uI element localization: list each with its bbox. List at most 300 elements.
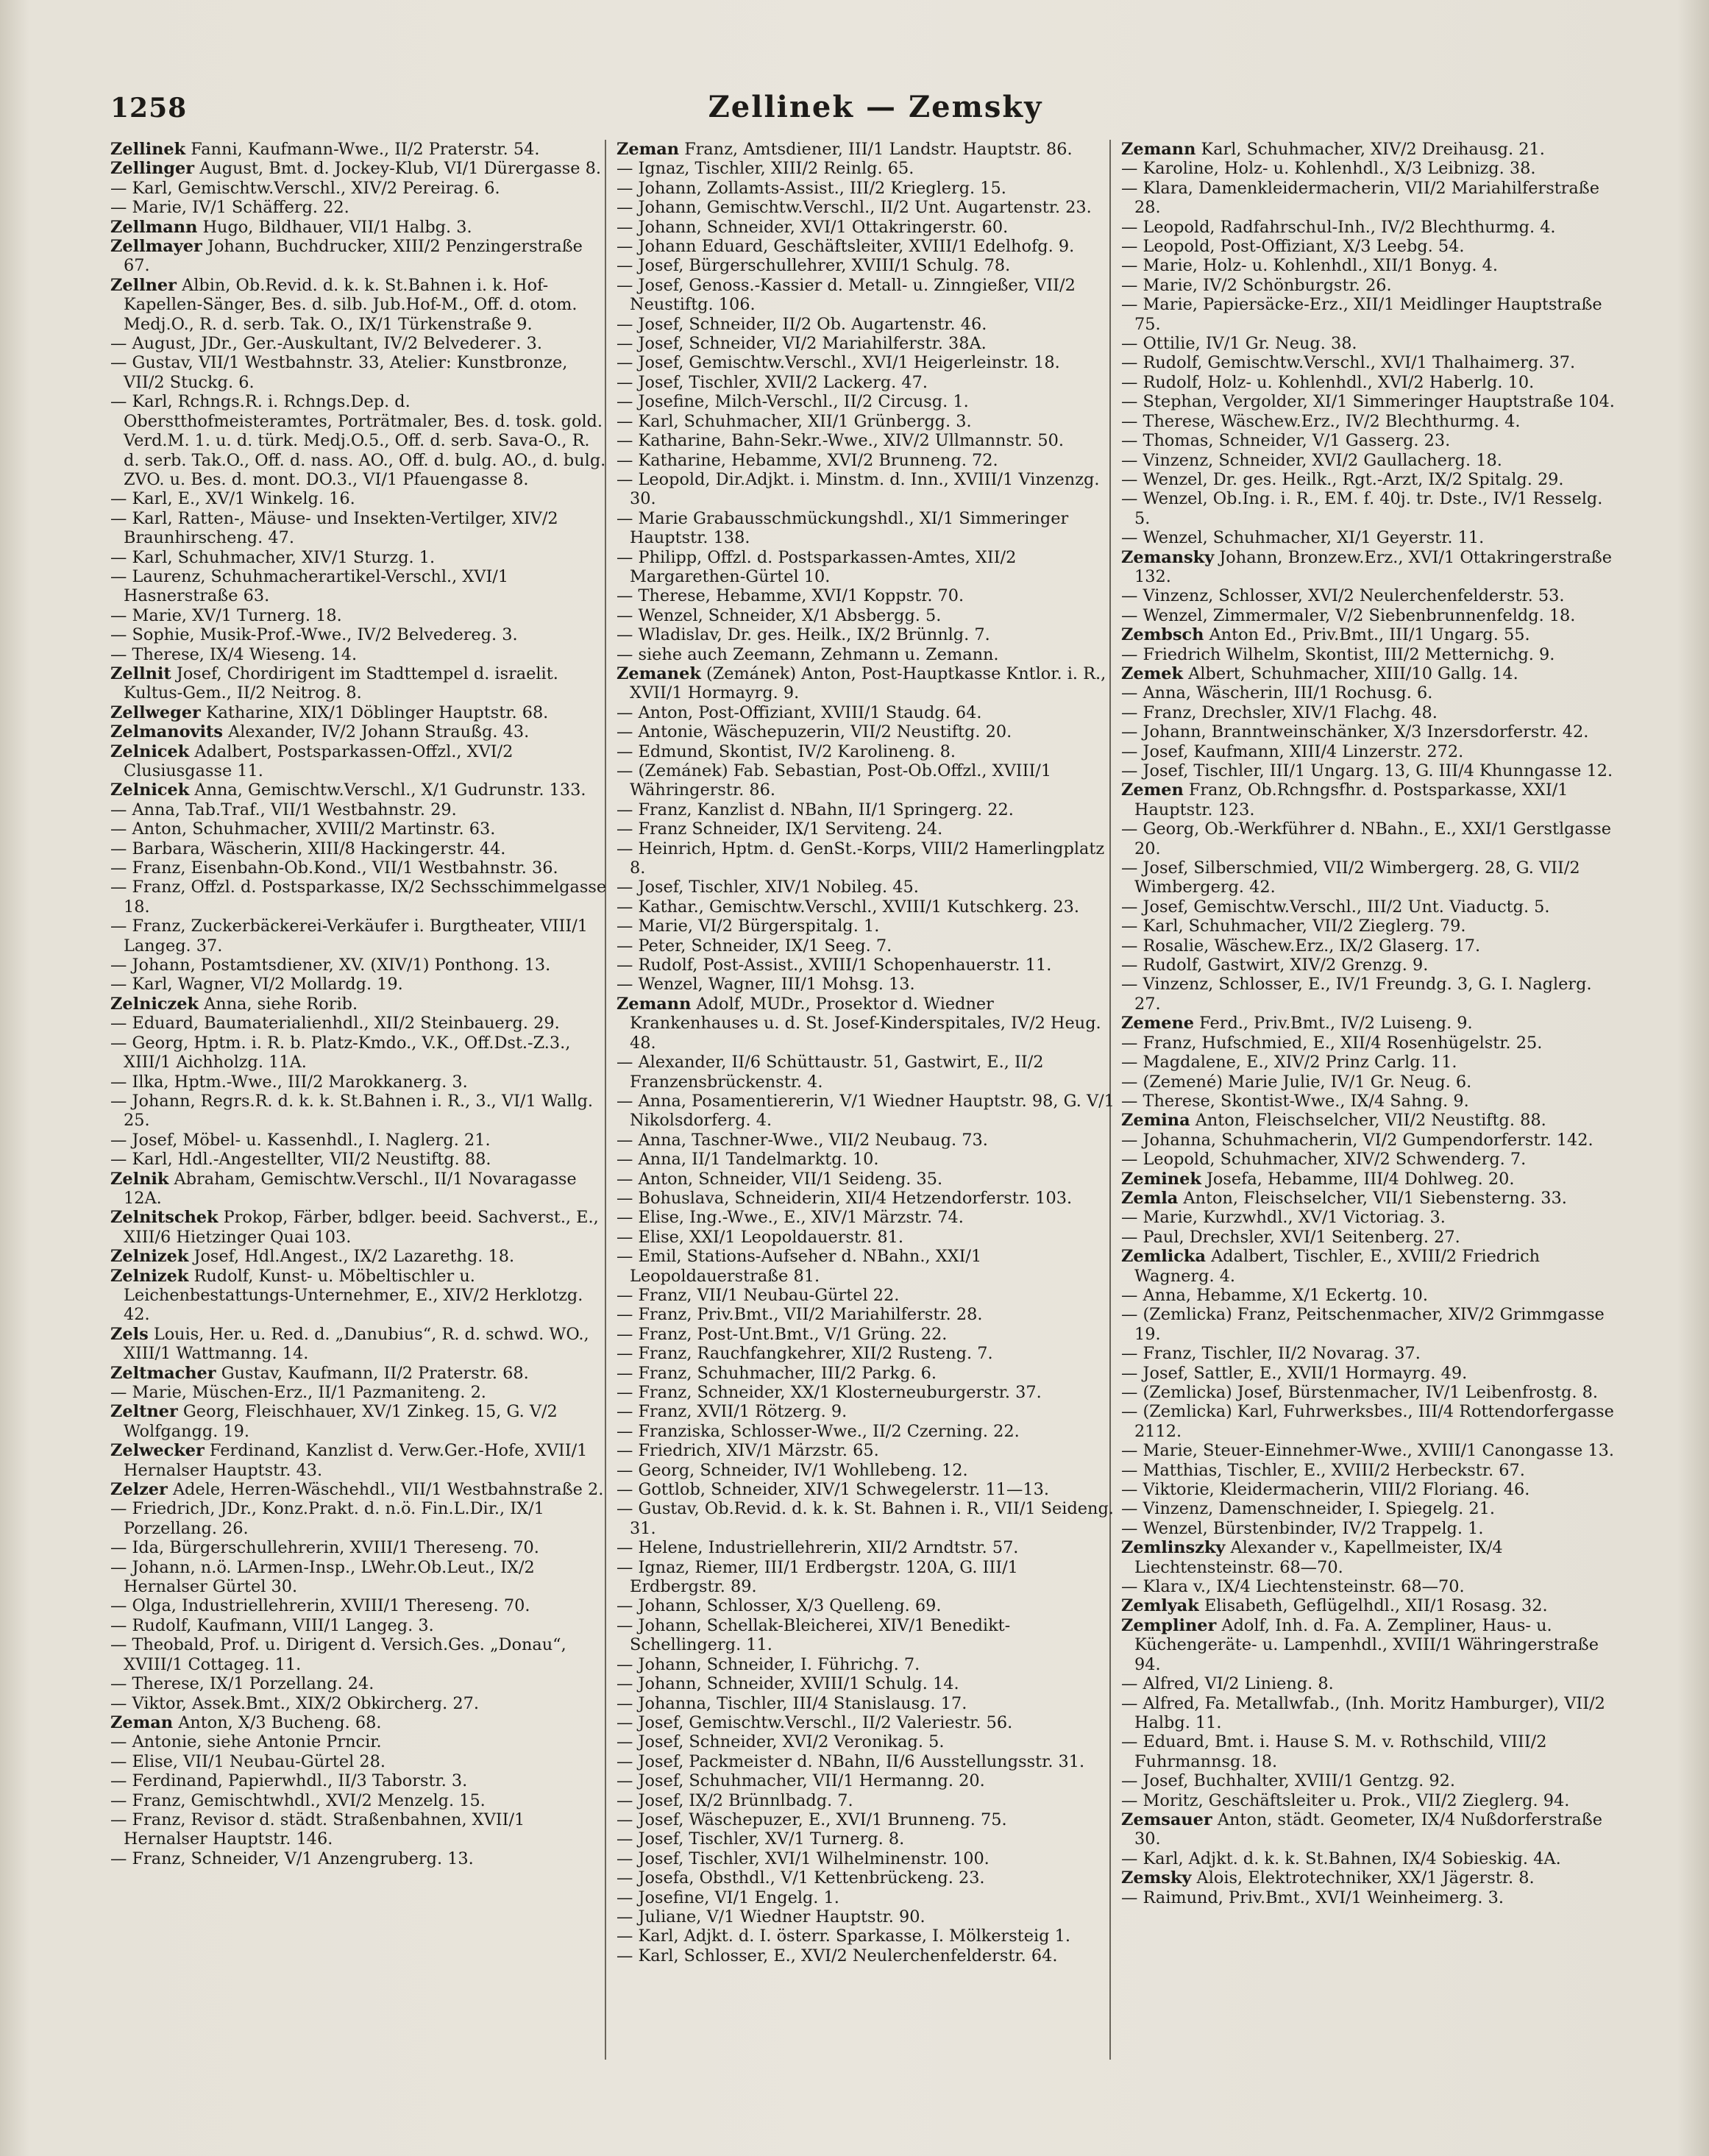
entry-text: — Marie, Müschen-Erz., II/1 Pazmaniteng. 2. — [110, 1383, 486, 1402]
directory-entry — [1121, 470, 1621, 489]
directory-entry — [617, 645, 1117, 664]
directory-entry — [1121, 334, 1621, 353]
directory-entry — [1121, 1208, 1621, 1227]
entry-text: Albin, Ob.Revid. d. k. k. St.Bahnen i. k. Hof-Kapellen-Sänger, Bes. d. silb. Jub.Hof-M., Off. d. otom. Medj.O., R. d. serb. Tak. O., IX/1 Türkenstraße 9. — [124, 275, 578, 334]
entry-headword: Zellweger — [110, 702, 201, 722]
entry-text: — Franz, XVII/1 Rötzerg. 9. — [617, 1402, 848, 1422]
entry-text: — Anna, Hebamme, X/1 Eckertg. 10. — [1121, 1285, 1428, 1305]
entry-text: Anton Ed., Priv.Bmt., III/1 Ungarg. 55. — [1204, 625, 1530, 645]
directory-entry — [617, 819, 1117, 839]
directory-entry — [110, 548, 611, 567]
entry-headword: Zemansky — [1121, 547, 1215, 567]
directory-entry — [617, 1810, 1117, 1829]
directory-entry — [1121, 353, 1621, 372]
directory-entry — [1121, 1286, 1621, 1305]
directory-entry — [1121, 1810, 1621, 1849]
entry-text: Franz, Amtsdiener, III/1 Landstr. Hauptstr. 86. — [679, 140, 1073, 159]
directory-entry — [110, 392, 611, 489]
directory-entry — [1121, 1461, 1621, 1480]
entry-text: — Rosalie, Wäschew.Erz., IX/2 Glaserg. 17. — [1121, 936, 1481, 956]
entry-text: Adele, Herren-Wäschehdl., VII/1 Westbahnstraße 2. — [167, 1480, 604, 1500]
entry-text: Adolf, MUDr., Prosektor d. Wiedner Krankenhauses u. d. St. Josef-Kinderspitales, IV/2 Heug. 48. — [630, 994, 1101, 1053]
directory-entry — [1121, 1364, 1621, 1383]
directory-entry — [617, 1655, 1117, 1674]
directory-entry — [617, 1461, 1117, 1480]
directory-entry — [617, 1325, 1117, 1344]
entry-text: — (Zemlicka) Franz, Peitschenmacher, XIV/2 Grimmgasse 19. — [1121, 1305, 1605, 1344]
directory-entry — [1121, 1170, 1621, 1189]
page-header — [110, 87, 1641, 131]
entry-text: — Karl, Schuhmacher, XIV/1 Sturzg. 1. — [110, 547, 436, 567]
directory-entry — [617, 1247, 1117, 1286]
directory-entry — [110, 1674, 611, 1693]
entry-text: Adalbert, Tischler, E., XVIII/2 Friedrich Wagnerg. 4. — [1134, 1247, 1541, 1286]
entry-text: — Marie, Steuer-Einnehmer-Wwe., XVIII/1 Canongasse 13. — [1121, 1441, 1614, 1461]
entry-text: — Franz, Gemischtwhdl., XVI/2 Menzelg. 15. — [110, 1790, 486, 1810]
entry-text: — Josefine, VI/1 Engelg. 1. — [617, 1888, 839, 1907]
entry-text: — Josef, Gemischtw.Verschl., XVI/1 Heigerleinstr. 18. — [617, 353, 1060, 373]
entry-text: — Therese, Skontist-Wwe., IX/4 Sahng. 9. — [1121, 1091, 1469, 1111]
directory-entry — [617, 451, 1117, 470]
entry-text: — Elise, VII/1 Neubau-Gürtel 28. — [110, 1751, 385, 1771]
directory-entry — [1121, 1092, 1621, 1111]
entry-headword: Zemanek — [617, 663, 701, 683]
entry-text: — Johann, Schlosser, X/3 Quelleng. 69. — [617, 1596, 942, 1616]
entry-text: — Laurenz, Schuhmacherartikel-Verschl., XVI/1 Hasnerstraße 63. — [110, 566, 509, 606]
entry-headword: Zellnit — [110, 663, 171, 683]
directory-entry — [110, 1364, 611, 1383]
directory-entry — [1121, 431, 1621, 450]
directory-entry — [1121, 683, 1621, 702]
entry-headword: Zelnicek — [110, 741, 190, 761]
directory-entry — [110, 819, 611, 839]
directory-entry — [617, 1305, 1117, 1324]
directory-entry — [617, 995, 1117, 1053]
entry-text: — Johann, Schellak-Bleicherei, XIV/1 Benedikt-Schellingerg. 11. — [617, 1615, 1011, 1655]
directory-entry — [1121, 218, 1621, 237]
directory-entry — [617, 276, 1117, 315]
entry-headword: Zellinger — [110, 159, 195, 179]
entry-headword: Zellmann — [110, 217, 198, 237]
directory-entry — [110, 917, 611, 956]
entry-headword: Zelnitschek — [110, 1208, 218, 1228]
directory-entry — [110, 1771, 611, 1790]
entry-text: — Gustav, VII/1 Westbahnstr. 33, Atelier: Kunstbronze, VII/2 Stuckg. 6. — [110, 353, 568, 392]
directory-entry — [617, 179, 1117, 198]
directory-entry — [1121, 1868, 1621, 1888]
directory-entry — [617, 353, 1117, 372]
directory-entry — [1121, 1053, 1621, 1072]
directory-entry — [110, 1635, 611, 1674]
entry-text: — Karl, Gemischtw.Verschl., XIV/2 Pereirag. 6. — [110, 178, 500, 198]
directory-entry — [110, 198, 611, 217]
directory-entry — [617, 470, 1117, 509]
entry-text: — Georg, Schneider, IV/1 Wohllebeng. 12. — [617, 1460, 968, 1480]
entry-text: — Josef, Silberschmied, VII/2 Wimbergerg. 28, G. VII/2 Wimbergerg. 42. — [1121, 858, 1580, 897]
directory-entry — [1121, 392, 1621, 411]
directory-entry — [1121, 722, 1621, 741]
directory-entry — [1121, 742, 1621, 761]
entry-text: — Barbara, Wäscherin, XIII/8 Hackingerstr. 44. — [110, 839, 506, 858]
entry-text: — Franz, Kanzlist d. NBahn, II/1 Springerg. 22. — [617, 800, 1014, 819]
directory-entry — [617, 1926, 1117, 1946]
entry-text: — Ferdinand, Papierwhdl., II/3 Taborstr. 3. — [110, 1771, 468, 1791]
entry-text: — Emil, Stations-Aufseher d. NBahn., XXI/1 Leopoldauerstraße 81. — [617, 1247, 982, 1286]
entry-text: Johann, Buchdrucker, XIII/2 Penzingerstraße 67. — [124, 237, 583, 276]
directory-entry — [617, 548, 1117, 587]
entry-headword: Zellner — [110, 275, 177, 295]
directory-entry — [617, 1732, 1117, 1751]
entry-headword: Zeminek — [1121, 1169, 1201, 1189]
directory-entry — [617, 1674, 1117, 1693]
entry-text: Ferdinand, Kanzlist d. Verw.Ger.-Hofe, XVII/1 Hernalser Hauptstr. 43. — [124, 1441, 588, 1480]
entry-headword: Zemen — [1121, 780, 1184, 800]
entry-text: — Anna, Tab.Traf., VII/1 Westbahnstr. 29. — [110, 800, 457, 819]
entry-text: — Bohuslava, Schneiderin, XII/4 Hetzendorferstr. 103. — [617, 1188, 1073, 1208]
directory-entry — [617, 1907, 1117, 1926]
entry-text: — Ignaz, Tischler, XIII/2 Reinlg. 65. — [617, 159, 914, 179]
entry-text: — Juliane, V/1 Wiedner Hauptstr. 90. — [617, 1907, 925, 1926]
entry-text: — Raimund, Priv.Bmt., XVI/1 Weinheimerg. 3. — [1121, 1888, 1504, 1907]
directory-entry — [617, 1189, 1117, 1208]
entry-text: — Ilka, Hptm.-Wwe., III/2 Marokkanerg. 3. — [110, 1072, 468, 1092]
entry-text: — Johann, Postamtsdiener, XV. (XIV/1) Ponthong. 13. — [110, 956, 551, 975]
entry-text: — Johann, Branntweinschänker, X/3 Inzersdorferstr. 42. — [1121, 722, 1589, 742]
entry-headword: Zelmanovits — [110, 722, 223, 742]
directory-entry — [1121, 1519, 1621, 1538]
entry-text: — Friedrich, XIV/1 Märzstr. 65. — [617, 1441, 879, 1461]
entry-text: — Marie, Kurzwhdl., XV/1 Victoriag. 3. — [1121, 1208, 1446, 1228]
entry-text: — Wenzel, Schuhmacher, XI/1 Geyerstr. 11. — [1121, 528, 1485, 548]
directory-entry — [617, 917, 1117, 936]
entry-text: — Franz, Schneider, XX/1 Klosterneuburgerstr. 37. — [617, 1383, 1042, 1402]
entry-text: — Alfred, VI/2 Linieng. 8. — [1121, 1674, 1334, 1694]
directory-entry — [617, 1791, 1117, 1810]
entry-text: — Anna, II/1 Tandelmarktg. 10. — [617, 1150, 879, 1170]
entry-text: — Josef, Bürgerschullehrer, XVIII/1 Schulg. 78. — [617, 256, 1011, 276]
column-1 — [110, 140, 611, 1868]
directory-entry — [110, 878, 611, 917]
directory-entry — [1121, 451, 1621, 470]
entry-text: — August, JDr., Ger.-Auskultant, IV/2 Belvederег. 3. — [110, 334, 542, 354]
directory-entry — [1121, 159, 1621, 178]
entry-text: — Josef, Sattler, E., XVII/1 Hormayrg. 49. — [1121, 1363, 1468, 1383]
directory-entry — [1121, 179, 1621, 218]
directory-entry — [617, 742, 1117, 761]
entry-headword: Zemsauer — [1121, 1810, 1212, 1829]
directory-entry — [1121, 625, 1621, 644]
entry-text: Adalbert, Postsparkassen-Offzl., XVI/2 Clusiusgasse 11. — [124, 741, 514, 780]
entry-text: — Josefine, Milch-Verschl., II/2 Circusg. 1. — [617, 392, 969, 412]
entry-text: — Viktor, Assek.Bmt., XIX/2 Obkirchеrg. 27. — [110, 1693, 479, 1713]
entry-text: — Moritz, Geschäftsleiter u. Prok., VII/2 Zieglerg. 94. — [1121, 1790, 1570, 1810]
directory-entry — [110, 1033, 611, 1072]
entry-text: — Wenzel, Schneider, X/1 Absbergg. 5. — [617, 605, 942, 625]
entry-text: Anna, Gemischtw.Verschl., X/1 Gudrunstr. 133. — [189, 780, 586, 800]
directory-entry — [617, 664, 1117, 703]
directory-entry — [617, 1868, 1117, 1888]
directory-entry — [617, 703, 1117, 722]
entry-text: — Franz, Hufschmied, E., XII/4 Rosenhügelstr. 25. — [1121, 1033, 1543, 1053]
directory-entry — [110, 606, 611, 625]
directory-entry — [110, 1150, 611, 1169]
directory-entry — [110, 489, 611, 508]
entry-text: — Josef, Tischler, XV/1 Turnerg. 8. — [617, 1829, 905, 1849]
entry-text: — Josef, Buchhalter, XVIII/1 Gentzg. 92. — [1121, 1771, 1455, 1791]
entry-text: — Vinzenz, Schlosser, E., IV/1 Freundg. 3, G. I. Naglerg. 27. — [1121, 975, 1592, 1014]
entry-text: — Leopold, Dir.Adjkt. i. Minstm. d. Inn., XVIII/1 Vinzenzg. 30. — [617, 469, 1100, 509]
entry-text: — Georg, Hptm. i. R. b. Platz-Kmdo., V.K., Off.Dst.-Z.3., XIII/1 Aichholzg. 11A. — [110, 1033, 571, 1072]
entry-text: — Antonie, Wäschepuzerin, VII/2 Neustiftg. 20. — [617, 722, 1012, 742]
entry-text: — Paul, Drechsler, XVI/1 Seitenberg. 27. — [1121, 1227, 1460, 1247]
entry-text: Adolf, Inh. d. Fa. A. Zempliner, Haus- u. Küchengeräte- u. Lampenhdl., XVIII/1 Währingerstraße 94. — [1134, 1615, 1599, 1674]
directory-entry — [617, 1616, 1117, 1655]
directory-entry — [1121, 1694, 1621, 1733]
entry-headword: Zelniczek — [110, 994, 199, 1014]
directory-entry — [110, 1247, 611, 1266]
entry-text: — Franz, VII/1 Neubau-Gürtel 22. — [617, 1285, 900, 1305]
entry-headword: Zelnizek — [110, 1266, 189, 1286]
entry-headword: Zeltmacher — [110, 1363, 216, 1383]
directory-entry — [1121, 1771, 1621, 1790]
directory-entry — [617, 1849, 1117, 1868]
entry-text: — Eduard, Baumaterialienhdl., XII/2 Steinbauerg. 29. — [110, 1014, 560, 1033]
entry-headword: Zembsch — [1121, 625, 1204, 645]
entry-text: — Alexander, II/6 Schüttaustr. 51, Gastwirt, E., II/2 Franzensbrückenstr. 4. — [617, 1053, 1044, 1092]
directory-entry — [617, 198, 1117, 217]
directory-entry — [110, 742, 611, 781]
entry-text: — Friedrich, JDr., Konz.Prakt. d. n.ö. Fin.L.Dir., IX/1 Porzellang. 26. — [110, 1499, 544, 1538]
directory-entry — [617, 1150, 1117, 1169]
entry-headword: Zemplіner — [1121, 1615, 1217, 1635]
entry-headword: Zemina — [1121, 1111, 1190, 1131]
directory-entry — [1121, 373, 1621, 392]
directory-entry — [1121, 1480, 1621, 1499]
directory-entry — [617, 431, 1117, 450]
directory-entry — [1121, 780, 1621, 819]
directory-entry — [1121, 917, 1621, 936]
entry-text: — Vinzenz, Damenschneider, I. Spiegelg. 21. — [1121, 1499, 1495, 1519]
directory-entry — [617, 586, 1117, 605]
entry-text: — Franziska, Schlosser-Wwe., II/2 Czerning. 22. — [617, 1421, 1020, 1441]
directory-entry — [1121, 1849, 1621, 1868]
directory-entry — [110, 722, 611, 741]
entry-text: Anton, X/3 Bucheng. 68. — [173, 1712, 382, 1732]
directory-entry — [617, 1480, 1117, 1499]
directory-entry — [617, 800, 1117, 819]
directory-entry — [110, 1849, 611, 1868]
directory-entry — [1121, 548, 1621, 587]
directory-entry — [110, 1558, 611, 1597]
directory-entry — [617, 839, 1117, 878]
directory-entry — [110, 1596, 611, 1615]
entry-text: — Matthias, Tischler, E., XVIII/2 Herbeckstr. 67. — [1121, 1460, 1525, 1480]
directory-entry — [110, 664, 611, 703]
entry-headword: Zemlyak — [1121, 1596, 1199, 1616]
entry-text: — Anton, Schneider, VII/1 Seideng. 35. — [617, 1169, 943, 1189]
directory-entry — [110, 1092, 611, 1131]
entry-text: — Rudolf, Gastwirt, XIV/2 Grenzg. 9. — [1121, 956, 1429, 975]
entry-text: — Josef, Gemischtw.Verschl., III/2 Unt. Viaductg. 5. — [1121, 897, 1550, 917]
directory-entry — [617, 1364, 1117, 1383]
entry-text: — Johanna, Schuhmacherin, VI/2 Gumpendorferstr. 142. — [1121, 1130, 1593, 1150]
entry-text: — Peter, Schneider, IX/1 Seeg. 7. — [617, 936, 892, 956]
entry-text: — Heinrich, Hptm. d. GenSt.-Korps, VIII/2 Hamerlingplatz 8. — [617, 839, 1105, 878]
directory-entry — [617, 1829, 1117, 1849]
directory-entry — [1121, 975, 1621, 1014]
directory-entry — [110, 1499, 611, 1538]
directory-entry — [617, 606, 1117, 625]
entry-text: — Josef, Schneider, II/2 Ob. Augartenstr. 46. — [617, 314, 987, 334]
entry-text: — Josef, Gemischtw.Verschl., II/2 Valeriestr. 56. — [617, 1712, 1013, 1732]
directory-entry — [617, 878, 1117, 897]
entry-text: Josef, Chordirigent im Stadttempel d. israelit. Kultus-Gem., II/2 Neitrog. 8. — [124, 663, 558, 703]
directory-entry — [110, 703, 611, 722]
directory-entry — [110, 1732, 611, 1751]
directory-entry — [617, 315, 1117, 334]
entry-headword: Zemlinszky — [1121, 1538, 1226, 1558]
entry-text: — Elise, Ing.-Wwe., E., XIV/1 Märzstr. 74. — [617, 1208, 964, 1228]
directory-entry — [110, 800, 611, 819]
entry-text: — Johann, Zollamts-Assist., III/2 Kriеglerg. 15. — [617, 178, 1006, 198]
entry-text: Josef, Hdl.Angest., IX/2 Lazarethg. 18. — [188, 1247, 515, 1267]
directory-entry — [617, 237, 1117, 256]
entry-text: — Karl, Adjkt. d. k. k. St.Bahnen, IX/4 Sobieskig. 4A. — [1121, 1849, 1561, 1868]
entry-text: — Therese, IX/1 Porzellang. 24. — [110, 1674, 374, 1694]
directory-entry — [617, 897, 1117, 917]
entry-text: — Franz, Post-Unt.Bmt., V/1 Grüng. 22. — [617, 1324, 948, 1344]
entry-text: — Vinzenz, Schneider, XVI/2 Gaullacherg. 18. — [1121, 450, 1502, 470]
directory-entry — [1121, 956, 1621, 975]
directory-entry — [1121, 858, 1621, 897]
entry-text: — Kathar., Gemischtw.Verschl., XVIII/1 Kutschkerg. 23. — [617, 897, 1079, 917]
directory-entry — [1121, 586, 1621, 605]
directory-entry — [617, 218, 1117, 237]
directory-entry — [110, 1014, 611, 1033]
entry-text: — Franz, Offzl. d. Postsparkasse, IX/2 Sechsschimmelgasse 18. — [110, 878, 607, 917]
entry-text: — Klara, Damenkleidermacherin, VII/2 Mariahilferstraße 28. — [1121, 178, 1599, 218]
entry-text: Anton, Fleischselcher, VII/2 Neustiftg. 88. — [1190, 1111, 1546, 1131]
directory-entry — [1121, 703, 1621, 722]
entry-text: — Rudolf, Post-Assist., XVIII/1 Schopenhauerstr. 11. — [617, 956, 1052, 975]
directory-entry — [1121, 528, 1621, 547]
entry-headword: Zeltner — [110, 1402, 178, 1422]
entry-text: — Leopold, Schuhmacher, XIV/2 Schwenderg. 7. — [1121, 1150, 1527, 1170]
directory-entry — [110, 1752, 611, 1771]
entry-text: — Alfred, Fa. Metallwfab., (Inh. Moritz Hamburger), VII/2 Halbg. 11. — [1121, 1693, 1605, 1732]
entry-text: — Anton, Schuhmacher, XVIII/2 Martinstr. 63. — [110, 819, 496, 839]
directory-entry — [110, 237, 611, 276]
entry-text: — Franz, Zuckerbäckerei-Verkäufer i. Burgtheater, VIII/1 Langeg. 37. — [110, 917, 588, 956]
entry-text: — Franz, Revisor d. städt. Straßenbahnen, XVII/1 Hernalser Hauptstr. 146. — [110, 1810, 525, 1849]
directory-entry — [1121, 645, 1621, 664]
directory-entry — [1121, 140, 1621, 159]
entry-text: — Josef, Packmeister d. NBahn, II/6 Ausstellungsstr. 31. — [617, 1751, 1085, 1771]
entry-text: — Josefa, Obsthdl., V/1 Kettenbrückeng. 23. — [617, 1868, 985, 1888]
directory-entry — [1121, 1072, 1621, 1092]
entry-text: Albert, Schuhmacher, XIII/10 Gallg. 14. — [1183, 663, 1518, 683]
entry-text: — (Zemlicka) Josef, Bürstenmacher, IV/1 Leibenfrostg. 8. — [1121, 1383, 1598, 1402]
directory-entry — [617, 1383, 1117, 1402]
entry-text: Prokop, Färber, bdlger. beeid. Sachverst., E., XIII/6 Hietzinger Quai 103. — [124, 1208, 599, 1247]
entry-text: Alexander v., Kapellmeister, IX/4 Liechtensteinstr. 68—70. — [1134, 1538, 1503, 1577]
directory-entry — [110, 956, 611, 975]
entry-text: Anton, Fleischselcher, VII/1 Siebensterng. 33. — [1178, 1188, 1567, 1208]
entry-headword: Zels — [110, 1324, 149, 1344]
directory-entry — [1121, 276, 1621, 295]
entry-text: — Johann, Regrs.R. d. k. k. St.Bahnen i. R., 3., VI/1 Wallg. 25. — [110, 1091, 594, 1131]
directory-entry — [1121, 1732, 1621, 1771]
directory-entry — [110, 1810, 611, 1849]
entry-headword: Zeman — [617, 140, 680, 159]
entry-text: — Therese, Wäschew.Erz., IV/2 Blechthurmg. 4. — [1121, 411, 1521, 431]
directory-entry — [110, 975, 611, 994]
entry-text: — Johann, Schneider, XVI/1 Ottakringerstr. 60. — [617, 217, 1009, 237]
entry-text: — (Zemánek) Fab. Sebastian, Post-Ob.Offzl., XVIII/1 Währingerstr. 86. — [617, 761, 1052, 800]
directory-entry — [110, 1441, 611, 1480]
directory-entry — [1121, 295, 1621, 334]
entry-text: — Ottilie, IV/1 Gr. Neug. 38. — [1121, 334, 1357, 354]
entry-text: — Franz, Eisenbahn-Ob.Kond., VII/1 Westbahnstr. 36. — [110, 858, 558, 878]
directory-entry — [110, 140, 611, 159]
directory-entry — [617, 1053, 1117, 1092]
entry-headword: Zemann — [617, 994, 692, 1014]
directory-entry — [110, 1713, 611, 1732]
entry-text: — Katharine, Hebamme, XVI/2 Brunneng. 72. — [617, 450, 998, 470]
entry-text: — Katharine, Bahn-Sekr.-Wwe., XIV/2 Ullmannstr. 50. — [617, 431, 1065, 451]
entry-text: (Zemánek) Anton, Post-Hauptkasse Kntlor. i. R., XVII/1 Hormayrg. 9. — [630, 663, 1106, 703]
directory-entry — [617, 1946, 1117, 1965]
directory-entry — [110, 839, 611, 858]
directory-entry — [110, 1072, 611, 1092]
entry-headword: Zelnizek — [110, 1247, 189, 1267]
entry-text: — Wladislav, Dr. ges. Heilk., IX/2 Brünnlg. 7. — [617, 625, 990, 645]
entry-text: — Philipp, Offzl. d. Postsparkassen-Amtes, XII/2 Margarethen-Gürtel 10. — [617, 547, 1017, 586]
entry-text: Alexander, IV/2 Johann Straußg. 43. — [222, 722, 530, 742]
entry-text: — Johann, n.ö. LArmen-Insp., LWehr.Ob.Leut., IX/2 Hernalser Gürtel 30. — [110, 1557, 535, 1597]
entry-text: — Eduard, Bmt. i. Hause S. M. v. Rothschild, VIII/2 Fuhrmannsg. 18. — [1121, 1732, 1547, 1771]
directory-entry — [617, 373, 1117, 392]
directory-entry — [617, 936, 1117, 956]
entry-headword: Zemla — [1121, 1188, 1179, 1208]
entry-text: Abraham, Gemischtw.Verschl., II/1 Novaragasse 12A. — [124, 1169, 577, 1208]
directory-entry — [1121, 1791, 1621, 1810]
running-title: Zellinek — Zemsky — [708, 90, 1043, 124]
entry-text: — Elise, XXI/1 Leopoldauerstr. 81. — [617, 1227, 903, 1247]
directory-entry — [617, 1694, 1117, 1713]
directory-entry — [1121, 1499, 1621, 1518]
directory-entry — [110, 276, 611, 334]
entry-text: Alois, Elektrotechniker, XX/1 Jägerstr. 8. — [1191, 1868, 1535, 1888]
directory-entry — [110, 1325, 611, 1364]
entry-text: — Anna, Wäscherin, III/1 Rochusg. 6. — [1121, 683, 1433, 703]
directory-entry — [110, 1694, 611, 1713]
entry-text: — Wenzel, Bürstenbinder, IV/2 Trappelg. 1. — [1121, 1518, 1484, 1538]
directory-entry — [617, 722, 1117, 741]
directory-entry — [1121, 1344, 1621, 1363]
directory-entry — [1121, 1305, 1621, 1344]
directory-entry — [110, 858, 611, 878]
directory-entry — [1121, 1596, 1621, 1615]
directory-entry — [110, 353, 611, 392]
entry-text: — Rudolf, Kaufmann, VIII/1 Langeg. 3. — [110, 1615, 434, 1635]
entry-headword: Zemann — [1121, 140, 1196, 159]
directory-entry — [617, 956, 1117, 975]
entry-headword: Zelwecker — [110, 1441, 205, 1461]
directory-entry — [110, 1791, 611, 1810]
entry-text: — Rudolf, Gemischtw.Verschl., XVI/1 Thalhaimerg. 37. — [1121, 353, 1576, 373]
column-2 — [617, 140, 1117, 1965]
